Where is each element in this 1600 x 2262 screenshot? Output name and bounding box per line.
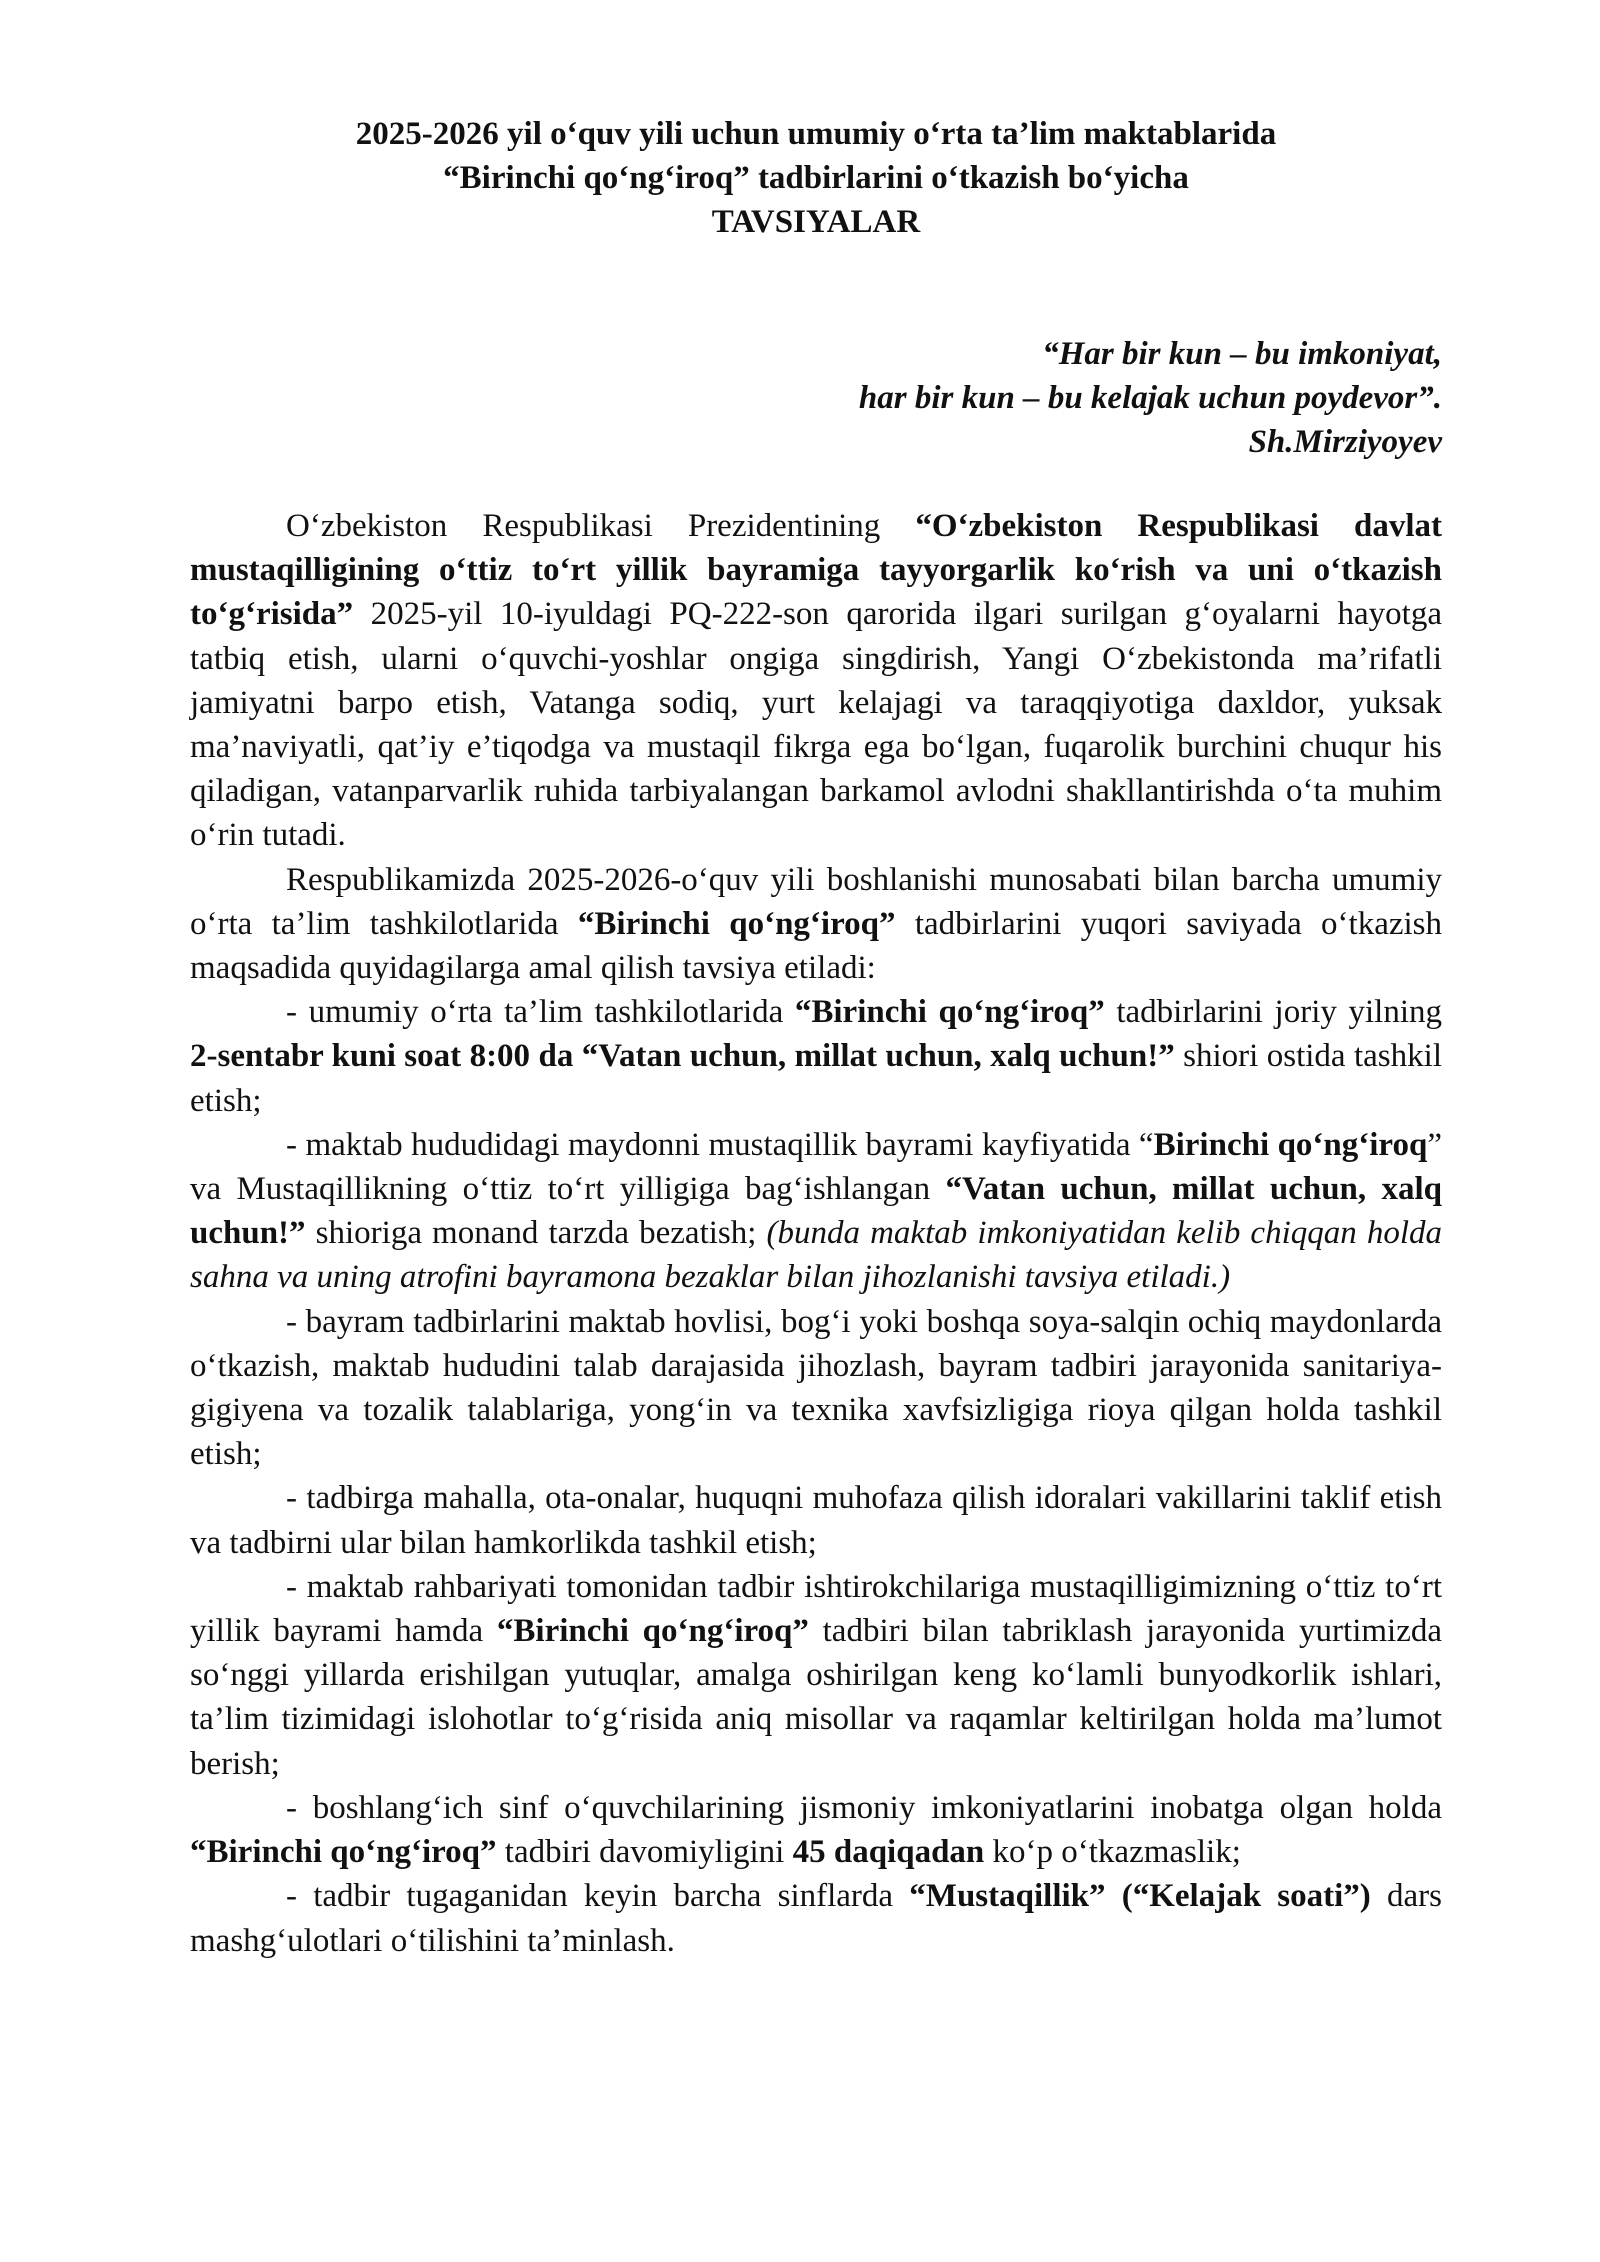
item-text: ko‘p o‘tkazmaslik; bbox=[984, 1834, 1241, 1871]
item-text: boshlang‘ich sinf o‘quvchilarining jismoniy imkoniyatlarini inobatga olgan holda bbox=[312, 1789, 1442, 1826]
item-text: bayram tadbirlarini maktab hovlisi, bog‘i yoki boshqa soya-salqin ochiq maydonlarda o‘tkazish, maktab hududini talab darajasida jihozlash, bayram tadbiri jarayonida sanitariya-gigiyena va tozalik talablariga, yong‘in va texnika xavfsizligiga rioya qilgan holda tashkil etish; bbox=[190, 1303, 1442, 1473]
item-text: shioriga monand tarzda bezatish; bbox=[305, 1215, 767, 1252]
item-note: (bunda maktab imkoniyatidan kelib chiqqan holda sahna va uning atrofini bayramona bezaklar bilan jihozlanishi tavsiya etiladi.) bbox=[190, 1215, 1442, 1296]
epigraph-line-1: “Har bir kun – bu imkoniyat, bbox=[1042, 336, 1442, 372]
list-item bbox=[190, 1300, 1442, 1477]
item-text: ” va Mustaqillikning o‘ttiz to‘rt yilligiga bag‘ishlangan bbox=[190, 1126, 1442, 1208]
item-text: tadbiri davomiyligini bbox=[496, 1834, 793, 1871]
event-name: “Birinchi qo‘ng‘iroq” bbox=[794, 994, 1105, 1031]
duration-limit: 45 daqiqadan bbox=[792, 1834, 985, 1871]
item-text: maktab rahbariyati tomonidan tadbir ishtirokchilariga mustaqilligimizning o‘ttiz to‘rt yillik bayrami hamda bbox=[190, 1568, 1442, 1650]
item-text: tadbirga mahalla, ota-onalar, huquqni muhofaza qilish idoralari vakillarini taklif etish va tadbirni ular bilan hamkorlikda tashkil etish; bbox=[190, 1480, 1442, 1561]
decree-title: “O‘zbekiston Respublikasi davlat mustaqilligining o‘ttiz to‘rt yillik bayramiga tayyorgarlik ko‘rish va uni o‘tkazish to‘g‘risida” bbox=[190, 508, 1443, 633]
event-name: “Birinchi qo‘ng‘iroq” bbox=[577, 905, 896, 942]
event-date-slogan: 2-sentabr kuni soat 8:00 da “Vatan uchun, millat uchun, xalq uchun!” bbox=[190, 1038, 1175, 1075]
list-item bbox=[190, 1874, 1442, 1962]
paragraph-text: O‘zbekiston Respublikasi Prezidentining bbox=[286, 508, 916, 544]
paragraph-intro bbox=[190, 504, 1442, 858]
list-dash: - bbox=[286, 994, 309, 1031]
event-name: Birinchi qo‘ng‘iroq bbox=[1153, 1126, 1428, 1163]
list-dash: - bbox=[286, 1480, 307, 1517]
item-text: tadbiri bilan tabriklash jarayonida yurtimizda so‘nggi yillarda erishilgan yutuqlar, amalga oshirilgan keng ko‘lamli bunyodkorlik ishlari, ta’lim tizimidagi islohotlar to‘g‘risida aniq misollar va raqamlar keltirilgan holda ma’lumot berish; bbox=[190, 1613, 1442, 1782]
title-line-2: “Birinchi qo‘ng‘iroq” tadbirlarini o‘tkazish bo‘yicha bbox=[443, 160, 1189, 196]
item-text: tadbirlarini joriy yilning bbox=[1104, 994, 1442, 1031]
item-text: umumiy o‘rta ta’lim tashkilotlarida bbox=[308, 994, 795, 1031]
lesson-name: “Mustaqillik” (“Kelajak soati”) bbox=[909, 1878, 1371, 1915]
list-dash: - bbox=[286, 1568, 307, 1605]
event-name: “Birinchi qo‘ng‘iroq” bbox=[190, 1834, 497, 1871]
list-dash: - bbox=[286, 1126, 306, 1163]
item-text: tadbir tugaganidan keyin barcha sinflarda bbox=[313, 1878, 910, 1915]
paragraph-recommendation bbox=[190, 858, 1442, 991]
list-dash: - bbox=[286, 1878, 314, 1915]
paragraph-text: Respublikamizda 2025-2026-o‘quv yili boshlanishi munosabati bilan barcha umumiy o‘rta ta’lim tashkilotlarida bbox=[190, 861, 1442, 942]
epigraph-line-2: har bir kun – bu kelajak uchun poydevor”. bbox=[858, 380, 1442, 416]
epigraph-author: Sh.Mirziyoyev bbox=[1248, 424, 1442, 460]
paragraph-text: 2025-yil 10-iyuldagi PQ-222-son qarorida ilgari surilgan g‘oyalarni hayotga tatbiq etish, ularni o‘quvchi-yoshlar ongiga singdirish, Yangi O‘zbekistonda ma’rifatli jamiyatni barpo etish, Vatanga sodiq, yurt kelajagi va taraqqiyotiga daxldor, yuksak ma’naviyatli, qat’iy e’tiqodga va mustaqil fikrga ega bo‘lgan, fuqarolik burchini chuqur his qiladigan, vatanparvarlik ruhida tarbiyalangan barkamol avlodni shakllantirishda o‘ta muhim o‘rin tutadi. bbox=[190, 596, 1442, 854]
document-title bbox=[190, 112, 1442, 244]
title-line-1: 2025-2026 yil o‘quv yili uchun umumiy o‘rta ta’lim maktablarida bbox=[355, 116, 1277, 152]
epigraph bbox=[190, 332, 1442, 464]
list-item bbox=[190, 1565, 1442, 1786]
event-name: “Birinchi qo‘ng‘iroq” bbox=[496, 1613, 809, 1650]
item-text: dars mashg‘ulotlari o‘tilishini ta’minlash. bbox=[190, 1878, 1442, 1959]
title-line-3: TAVSIYALAR bbox=[711, 204, 921, 240]
slogan: “Vatan uchun, millat uchun, xalq uchun!” bbox=[190, 1171, 1442, 1252]
item-text: shiori ostida tashkil etish; bbox=[190, 1038, 1442, 1119]
list-item bbox=[190, 990, 1442, 1123]
paragraph-text: tadbirlarini yuqori saviyada o‘tkazish maqsadida quyidagilarga amal qilish tavsiya etiladi: bbox=[190, 905, 1443, 987]
list-item bbox=[190, 1786, 1442, 1874]
list-item bbox=[190, 1123, 1442, 1300]
list-item bbox=[190, 1476, 1442, 1564]
list-dash: - bbox=[286, 1789, 313, 1826]
document-body bbox=[190, 504, 1442, 1963]
list-dash: - bbox=[286, 1303, 306, 1340]
item-text: maktab hududidagi maydonni mustaqillik bayrami kayfiyatida “ bbox=[305, 1126, 1154, 1163]
